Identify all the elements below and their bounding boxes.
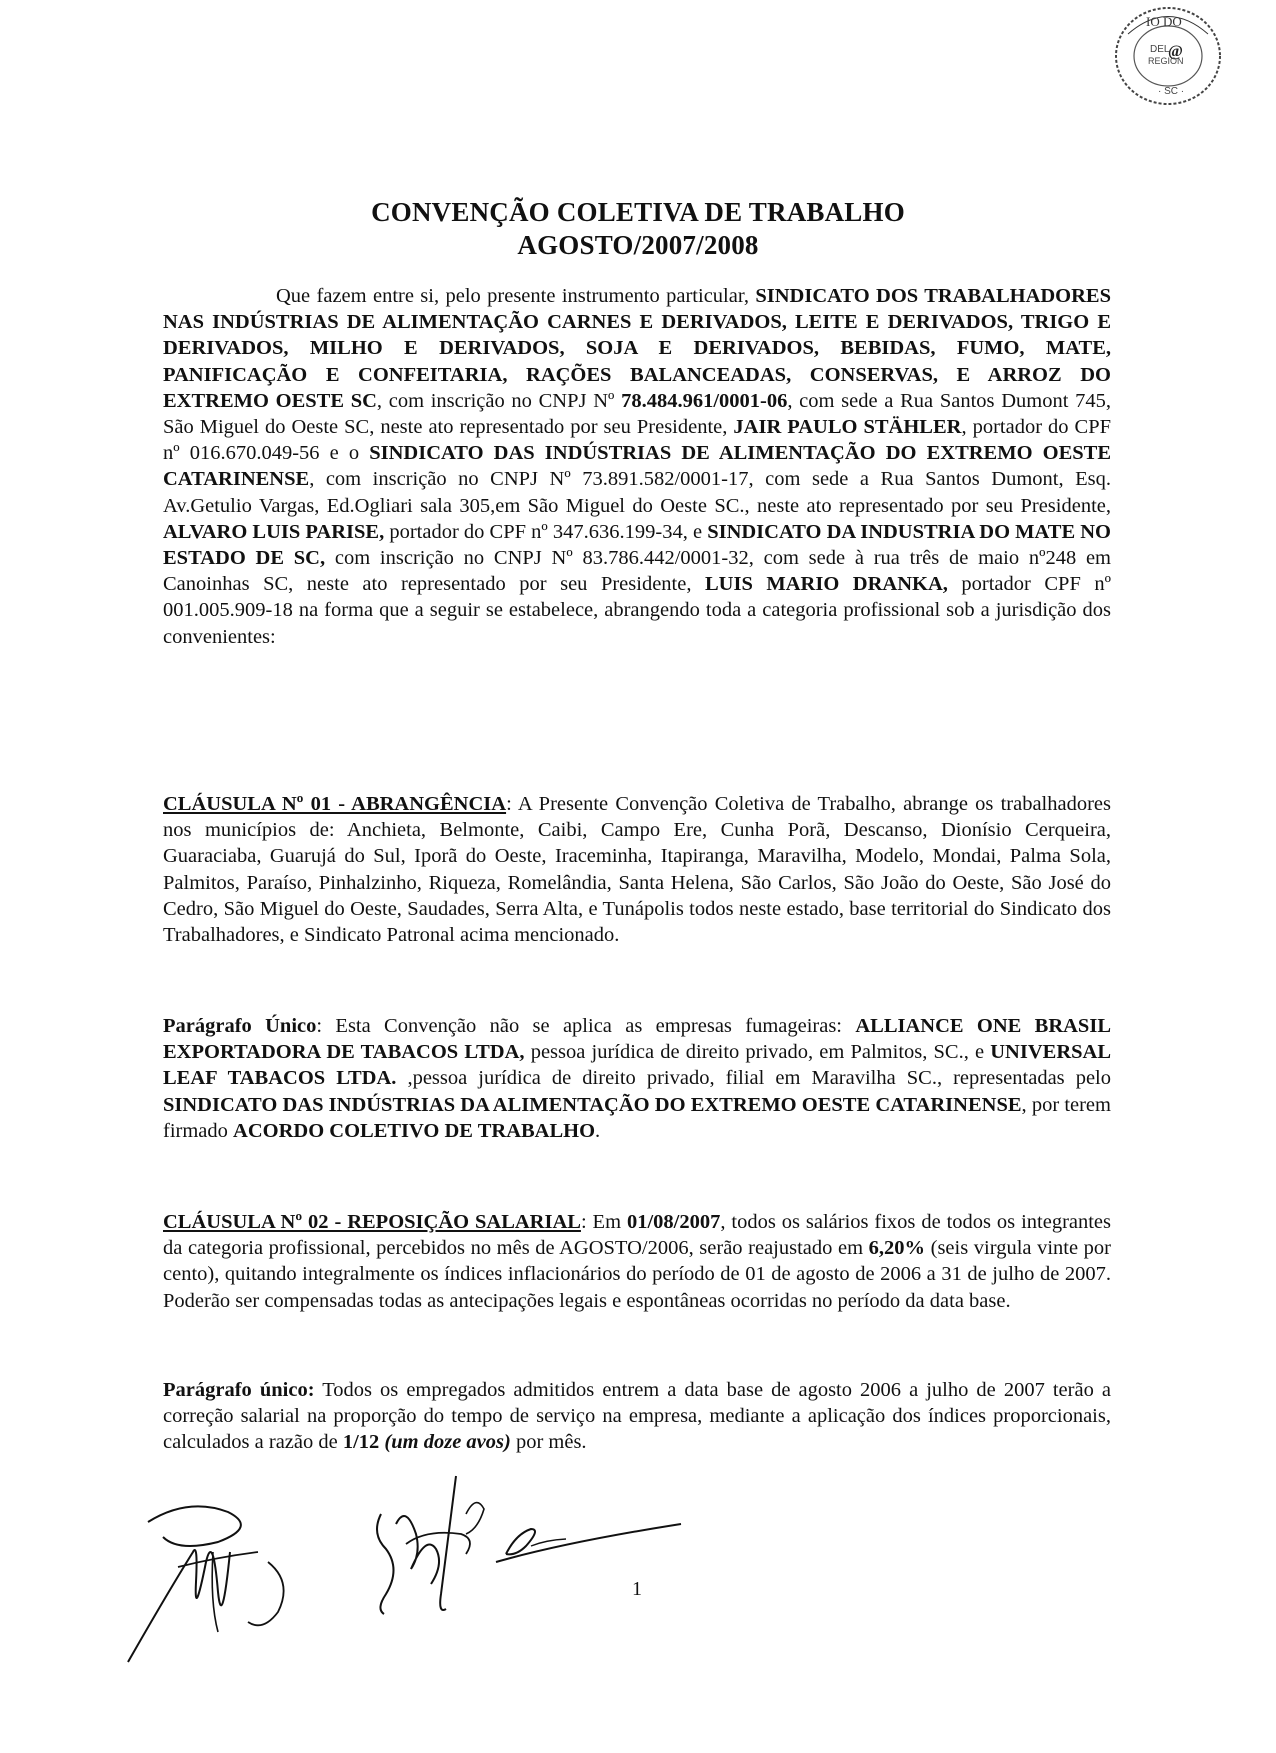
document-title: CONVENÇÃO COLETIVA DE TRABALHO <box>371 197 905 227</box>
clause-01: CLÁUSULA Nº 01 - ABRANGÊNCIA: A Presente Convenção Coletiva de Trabalho, abrange os trabalhadores nos municípios de: Anchieta, Belmonte, Caibi, Campo Ere, Cunha Porã, Descanso, Dionísio Cerqueira, Guaraciaba, Guarujá do Sul, Iporã do Oeste, Iraceminha, Itapiranga, Maravilha, Modelo, Mondai, Palma Sola, Palmitos, Paraíso, Pinhalzinho, Riqueza, Romelândia, Santa Helena, São Carlos, São João do Oeste, São José do Cedro, São Miguel do Oeste, Saudades, Serra Alta, e Tunápolis todos neste estado, base territorial do Sindicato dos Trabalhadores, e Sindicato Patronal acima mencionado. <box>163 793 1112 947</box>
svg-text:REGION: REGION <box>1148 56 1184 66</box>
signature-2 <box>366 1474 686 1624</box>
svg-text:IO DO: IO DO <box>1146 14 1182 29</box>
clause-02-sole-paragraph: Parágrafo único: Todos os empregados admitidos entrem a data base de agosto 2006 a julho de 2007 terão a correção salarial na proporção do tempo de serviço na empresa, mediante a aplicação dos índices proporcionais, calculados a razão de 1/12 (um doze avos) por mês. <box>163 1379 1111 1454</box>
clause-02-heading: CLÁUSULA Nº 02 - REPOSIÇÃO SALARIAL <box>163 1211 581 1233</box>
official-stamp-icon <box>1108 4 1226 114</box>
clause-01-heading: CLÁUSULA Nº 01 - ABRANGÊNCIA <box>163 793 507 815</box>
svg-text:@: @ <box>1168 43 1183 60</box>
clause-01-sole-paragraph: Parágrafo Único: Esta Convenção não se aplica as empresas fumageiras: ALLIANCE ONE BRASIL EXPORTADORA DE TABACOS LTDA, pessoa jurídica de direito privado, em Palmitos, SC., e UNIVERSAL LEAF TABACOS LTDA. ,pessoa jurídica de direito privado, filial em Maravilha SC., representadas pelo SINDICATO DAS INDÚSTRIAS DA ALIMENTAÇÃO DO EXTREMO OESTE CATARINENSE, por terem firmado ACORDO COLETIVO DE TRABALHO. <box>163 1015 1111 1142</box>
page-number: 1 <box>632 1578 642 1600</box>
svg-text:DEL: DEL <box>1150 44 1170 55</box>
preamble-paragraph: Que fazem entre si, pelo presente instrumento particular, SINDICATO DOS TRABALHADORES NAS INDÚSTRIAS DE ALIMENTAÇÃO CARNES E DERIVADOS, LEITE E DERIVADOS, TRIGO E DERIVADOS, MILHO E DERIVADOS, SOJA E DERIVADOS, BEBIDAS, FUMO, MATE, PANIFICAÇÃO E CONFEITARIA, RAÇÕES BALANCEADAS, CONSERVAS, E ARROZ DO EXTREMO OESTE SC, com inscrição no CNPJ Nº 78.484.961/0001-06, com sede a Rua Santos Dumont 745, São Miguel do Oeste SC, neste ato representado por seu Presidente, JAIR PAULO STÄHLER, portador do CPF nº 016.670.049-56 e o SINDICATO DAS INDÚSTRIAS DE ALIMENTAÇÃO DO EXTREMO OESTE CATARINENSE, com inscrição no CNPJ Nº 73.891.582/0001-17, com sede a Rua Santos Dumont, Esq. Av.Getulio Vargas, Ed.Ogliari sala 305,em São Miguel do Oeste SC., neste ato representado por seu Presidente, ALVARO LUIS PARISE, portador do CPF nº 347.636.199-34, e SINDICATO DA INDUSTRIA DO MATE NO ESTADO DE SC, com inscrição no CNPJ Nº 83.786.442/0001-32, com sede à rua três de maio nº248 em Canoinhas SC, neste ato representado por seu Presidente, LUIS MARIO DRANKA, portador CPF nº 001.005.909-18 na forma que a seguir se estabelece, abrangendo toda a categoria profissional sob a jurisdição dos convenientes: <box>163 285 1112 648</box>
clause-02: CLÁUSULA Nº 02 - REPOSIÇÃO SALARIAL: Em 01/08/2007, todos os salários fixos de todos os integrantes da categoria profissional, percebidos no mês de AGOSTO/2006, serão reajustado em 6,20% (seis virgula vinte por cento), quitando integralmente os índices inflacionários do período de 01 de agosto de 2006 a 31 de julho de 2007. Poderão ser compensadas todas as antecipações legais e espontâneas ocorridas no período da data base. <box>163 1211 1112 1312</box>
paragraph-label: Parágrafo único: <box>163 1379 315 1401</box>
signature-1 <box>118 1492 303 1670</box>
svg-text:· SC ·: · SC · <box>1158 86 1185 97</box>
document-subtitle: AGOSTO/2007/2008 <box>517 230 759 260</box>
paragraph-label: Parágrafo Único <box>163 1015 317 1037</box>
